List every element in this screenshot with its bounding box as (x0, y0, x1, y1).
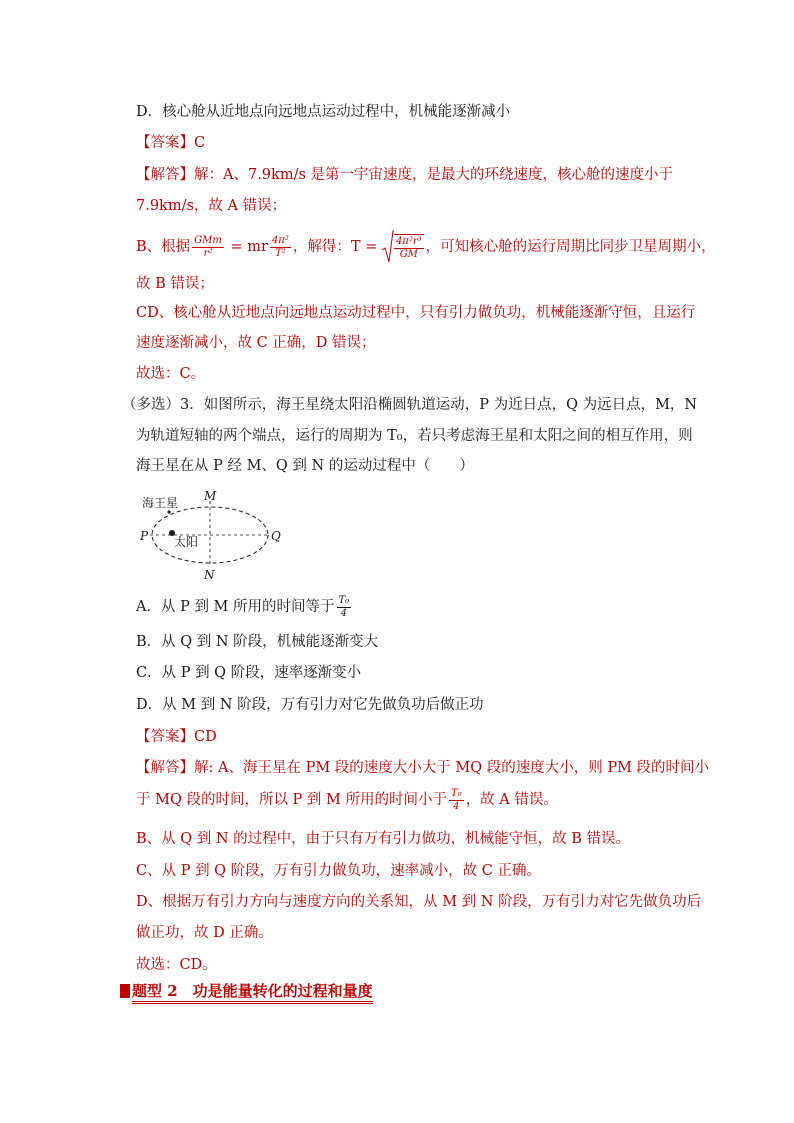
fraction-denominator: GM (399, 248, 418, 260)
fraction-denominator: 4 (340, 607, 348, 619)
option-d-text: D．核心舱从近地点向远地点运动过程中，机械能逐渐减小 (136, 104, 511, 120)
heading-marker-icon (120, 984, 130, 998)
point-n-label: N (204, 568, 215, 582)
fraction-t0-4 (449, 788, 464, 813)
formula-equals: = mr (225, 239, 268, 255)
solution-1-choice: 故选：C。 (136, 366, 206, 382)
fraction-numerator: GMm (194, 234, 222, 246)
option-b: B．从 Q 到 N 阶段，机械能逐渐变大 (136, 634, 379, 650)
solution-text: 解：A、7.9km/s 是第一宇宙速度，是最大的环绕速度，核心舱的速度小于 (194, 167, 674, 183)
fraction-numerator: 4π²r³ (395, 235, 422, 247)
fraction-gmm-r2 (192, 235, 224, 260)
solution-text: ，故 A 错误。 (465, 792, 558, 808)
solution-3-c: C、从 P 到 Q 阶段，万有引力做负功，速率减小，故 C 正确。 (136, 863, 541, 879)
solution-3-line-2 (136, 785, 558, 815)
fraction-numerator: T₀ (451, 787, 462, 799)
question-3-line-1: （多选）3．如图所示，海王星绕太阳沿椭圆轨道运动，P 为近日点，Q 为远日点，M，N (122, 397, 698, 413)
solution-1-b-line-2: 故 B 错误； (136, 276, 214, 292)
fraction-denominator: r² (203, 247, 213, 259)
answer-3 (136, 727, 217, 747)
solution-1-line-1 (136, 165, 673, 185)
solution-1-cd-line-2: 速度逐渐减小，故 C 正确，D 错误； (136, 335, 376, 351)
question-3-line-2: 为轨道短轴的两个端点，运行的周期为 T₀，若只考虑海王星和太阳之间的相互作用，则 (136, 428, 693, 444)
option-d: D．从 M 到 N 阶段，万有引力对它先做负功后做正功 (136, 697, 484, 713)
solution-tag: 【解答】 (136, 167, 194, 183)
fraction-numerator: T₀ (338, 594, 350, 606)
section-heading (120, 981, 373, 1001)
option-a-text: A．从 P 到 M 所用的时间等于 (136, 599, 335, 615)
solution-1-formula-line (136, 230, 716, 264)
solution-3-b: B、从 Q 到 N 的过程中，由于只有万有引力做功，机械能守恒，故 B 错误。 (136, 831, 631, 847)
option-a (136, 593, 353, 621)
planet-dot (167, 510, 170, 513)
fraction-t0-4 (337, 595, 352, 620)
answer-value: CD (194, 729, 217, 745)
option-c: C．从 P 到 Q 阶段，速率逐渐变小 (136, 665, 362, 681)
fraction-numerator: 4π² (271, 234, 289, 246)
answer-tag: 【答案】 (136, 729, 194, 745)
question-3-line-3: 海王星在从 P 经 M、Q 到 N 的运动过程中（ ） (136, 458, 474, 474)
solution-text: 解: A、海王星在 PM 段的速度大小大于 MQ 段的速度大小，则 PM 段的时间小 (194, 760, 710, 776)
answer-value: C (194, 135, 206, 151)
fraction-4pi2-t2 (270, 235, 291, 260)
ellipse-orbit-figure (138, 486, 298, 586)
solution-text: 于 MQ 段的时间，所以 P 到 M 所用的时间小于 (136, 792, 447, 808)
fraction-period (394, 234, 424, 261)
solution-tag: 【解答】 (136, 760, 194, 776)
solution-3-d-line-2: 做正功，故 D 正确。 (136, 925, 273, 941)
sun-label: 太阳 (174, 535, 199, 549)
solution-3-line-1 (136, 758, 709, 778)
fraction-denominator: T² (275, 247, 286, 259)
planet-label: 海王星 (142, 496, 179, 510)
solution-1-cd-line-1: CD、核心舱从近地点向远地点运动过程中，只有引力做负功，机械能逐渐守恒，且运行 (136, 305, 696, 321)
solution-3-choice: 故选：CD。 (136, 957, 217, 973)
answer-1 (136, 133, 205, 153)
formula-prefix: B、根据 (136, 239, 191, 255)
formula-conclusion: ，可知核心舱的运行周期比同步卫星周期小， (425, 239, 716, 255)
point-p-label: P (140, 529, 149, 543)
orbit-diagram (138, 486, 298, 582)
section-heading-text: 题型 2 功是能量转化的过程和量度 (132, 982, 373, 1004)
sqrt-expression (382, 230, 426, 264)
solution-1-line-2: 7.9km/s，故 A 错误； (136, 198, 287, 214)
fraction-denominator: 4 (453, 800, 460, 812)
answer-tag: 【答案】 (136, 135, 194, 151)
formula-solve: ，解得：T = (292, 239, 382, 255)
solution-3-d-line-1: D、根据万有引力方向与速度方向的关系知，从 M 到 N 阶段，万有引力对它先做负功后 (136, 894, 702, 910)
point-m-label: M (204, 489, 217, 503)
point-q-label: Q (271, 529, 281, 543)
sqrt-sign-icon (382, 230, 394, 264)
